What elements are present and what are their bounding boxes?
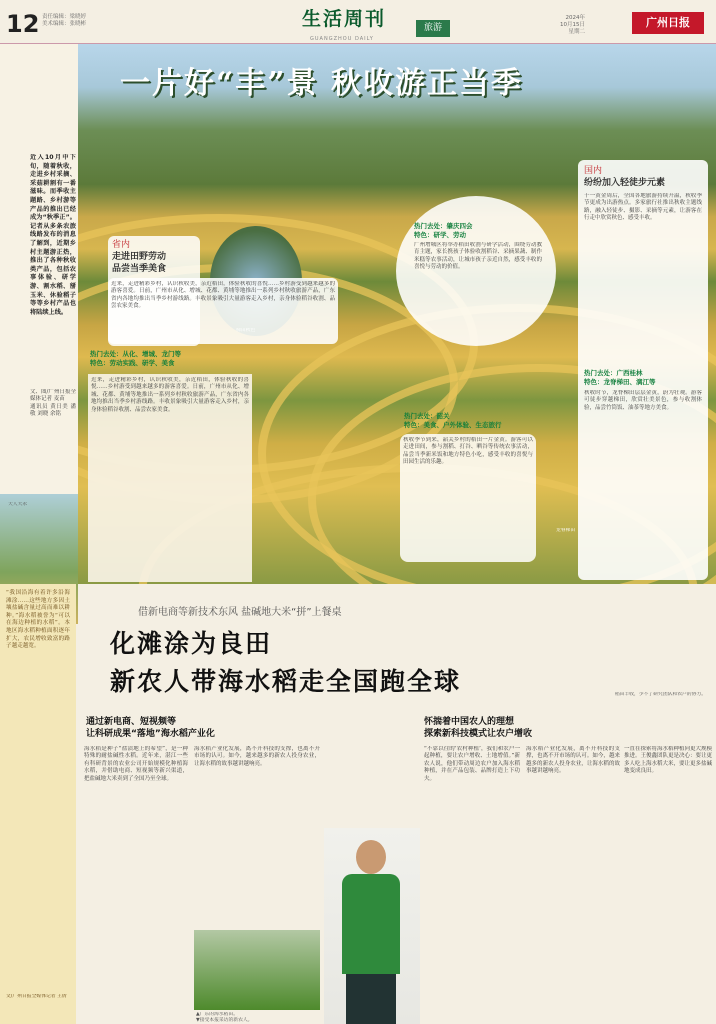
national-heading: 纷纷加入轻徒步元素	[584, 178, 666, 188]
province-body-box	[108, 278, 338, 344]
hot-spot-3: 热门去处：韶关 特色：美食、户外体验、生态旅行	[404, 412, 502, 429]
photo-caption-lower: ▲广东的海水稻田。 ▼接受本报采访的新农人。	[196, 1012, 253, 1024]
guilin-body: 秋收时节，龙脊梯田层层金黄，蔚为壮观。游客可徒步穿越梯田，欣赏壮美景色，参与收割体验，品尝竹筒饭、油茶等地方美食。	[584, 390, 702, 411]
national-box	[578, 160, 708, 580]
national-body: 十一黄金周后，全国各地旅游持续升温，秋收季节更成为出游热点。多家旅行社推出秋收主题线路，融入轻徒步、摄影、采摘等元素，让游客在行走中欣赏秋色、感受丰收。	[584, 193, 702, 222]
subhead-2: 怀揣着中国农人的理想 探索新科技模式让农户增收	[424, 717, 533, 739]
intro-blurb: 近入10月中下旬，随着秋收，走进乡村采摘、采菇耕割有一番滋味。而季收主题路、乡村游等产品的推出已经成为“秋季正”。记者从多条农旅线路发布的消息了解到，近期乡村主题游正热，推出了各种秋收类产品，包括农事体验、研学游、割水稻、掰玉米、休验稻子等等乡村产品也将陆续上线。	[30, 154, 76, 316]
subhead-1: 通过新电商、短视频等 让科研成果“落地”海水稻产业化	[86, 717, 215, 739]
reporter-credit: 文、图/广州日报全媒体记者 麦苗 通讯员 黄日美 潘敬 刘晓 余铭	[30, 389, 76, 418]
rice-field-photo	[194, 930, 320, 1010]
side-column-credit: 文/广州日报全媒体记者 王倩	[6, 994, 67, 999]
newspaper-logo: 广州日报	[632, 12, 704, 34]
body-col-4: 海水稻产业化发展，离不开科技的支撑，也离不开市场的认可。如今，越来越多的新农人投身农业，让海水稻的故事越讲越响亮。	[526, 746, 620, 775]
hot-spot-2: 热门去处：肇庆四会 特色：研学、劳动	[414, 222, 473, 239]
body-col-1: 海水稻是种子“盐渍地上的希望”，是一种特殊的耐盐碱性水稻。近年来，湛江一些有科研背景的农业公司开始规模化种植海水稻，并借助电商、短视频等新兴渠道，把盐碱地大米卖到了全国乃至全球。	[84, 746, 188, 782]
photo-caption-2: 龙脊梯田	[556, 528, 576, 533]
hero-headline: 一片好“丰”景 秋收游正当季	[120, 66, 523, 101]
left-column	[0, 44, 78, 584]
province-heading: 走进田野劳动 品尝当季美食	[112, 252, 167, 274]
article-kicker: 借新电商等新技术东风 盐碱地大米“拼”上餐桌	[138, 607, 342, 618]
farmer-shirt	[342, 874, 400, 974]
shaoguan-body: 秋收季节到来，韶关乡村的稻田一片金黄。游客可以走进田间，参与割稻、打谷、晒谷等传统农事活动，品尝当季新米饭和地方特色小吃，感受丰收的喜悦与田园生活的乐趣。	[403, 437, 533, 466]
article-title: 化滩涂为良田 新农人带海水稻走全国跑全球	[110, 629, 462, 696]
brand-english: GUANGZHOU DAILY	[310, 36, 374, 42]
hot-spot-4: 热门去处：广西桂林 特色：龙脊梯田、漓江等	[584, 369, 656, 386]
side-column-text: “我国沿海有着许多沿海滩涂……这些地方多因土壤盐碱含量过高而难以耕种。”海水稻被誉为“可以在海边种植的水稻”。本地区海水稻种植面积逐年扩大，农民增收致富的路子越走越宽。	[6, 590, 70, 650]
section-brand: 生活周刊	[302, 8, 387, 30]
farmer-photo	[324, 828, 420, 1024]
province-label: 省内	[112, 240, 131, 250]
hot-spot-1: 热门去处：从化、增城、龙门等 特色：劳动实践、研学、美食	[90, 350, 181, 367]
left-photo-caption: 天人大永	[8, 502, 28, 507]
body-col-2: 海水稻产业化发展，离不开科技的支撑，也离不开市场的认可。如今，越来越多的新农人投身农业，让海水稻的故事越讲越响亮。	[194, 746, 320, 767]
province-body: 近来，走进精彩乡村，认识秋收美，亲近稻田，体验秋收的喜悦……乡村游受到越来越多的游客喜爱。日前，广州市从化、增城、花都、黄埔等地推出一系列乡村秋收旅游产品，广东省内各地均推出当季乡村游线路。丰收景象吸引大量游客走入乡村，亲身体验稻谷收割、品尝农家美食。	[111, 281, 335, 310]
editor-credits: 责任编辑：梁晓婷 美术编辑：张晓彬	[42, 14, 87, 27]
province-article-text: 近来，走进精彩乡村，认识秋收美，亲近稻田，体验秋收的喜悦……乡村游受到越来越多的游客喜爱。日前，广州市从化、增城、花都、黄埔等地推出一系列乡村秋收旅游产品，广东省内各地均推出当季乡村游线路。丰收景象吸引大量游客走入乡村，亲身体验稻谷收割、品尝农家美食。	[91, 377, 249, 413]
side-column	[0, 584, 76, 1024]
body-col-5: 一直在探索将海水稻种植向更大规模推进。王俊鑫团队更是决心：要让更多人吃上海水稻大米，要让更多盐碱地变成良田。	[624, 746, 712, 775]
national-label: 国内	[584, 166, 603, 176]
article-photo-caption: 稻田丰收，少不了研究团队和农户的协力。	[614, 692, 706, 697]
shaoguan-box	[400, 434, 536, 562]
zhaoqing-body: 广州增城区将举办稻田收割与研学活动，围绕劳动教育主题，家长携孩子体验收割稻谷、采摘果蔬、制作米糕等农事活动，让城市孩子亲近自然，感受丰收的喜悦与劳动的价值。	[414, 242, 542, 271]
zhaoqing-box	[396, 196, 556, 346]
section-tag: 旅游	[416, 20, 450, 37]
farmer-head	[356, 840, 386, 874]
province-article	[88, 374, 252, 582]
page-header	[0, 0, 716, 44]
body-col-3: “不靠以往的‘农村种植’，我们和农户一起种植，要让农户增收、土地增值。”新农人说，他们带动周边农户加入海水稻种植，并在产品包装、品牌打造上下功夫。	[424, 746, 520, 782]
page-number: 12	[6, 10, 40, 38]
issue-date: 2024年 10月15日 星期二	[560, 15, 585, 35]
